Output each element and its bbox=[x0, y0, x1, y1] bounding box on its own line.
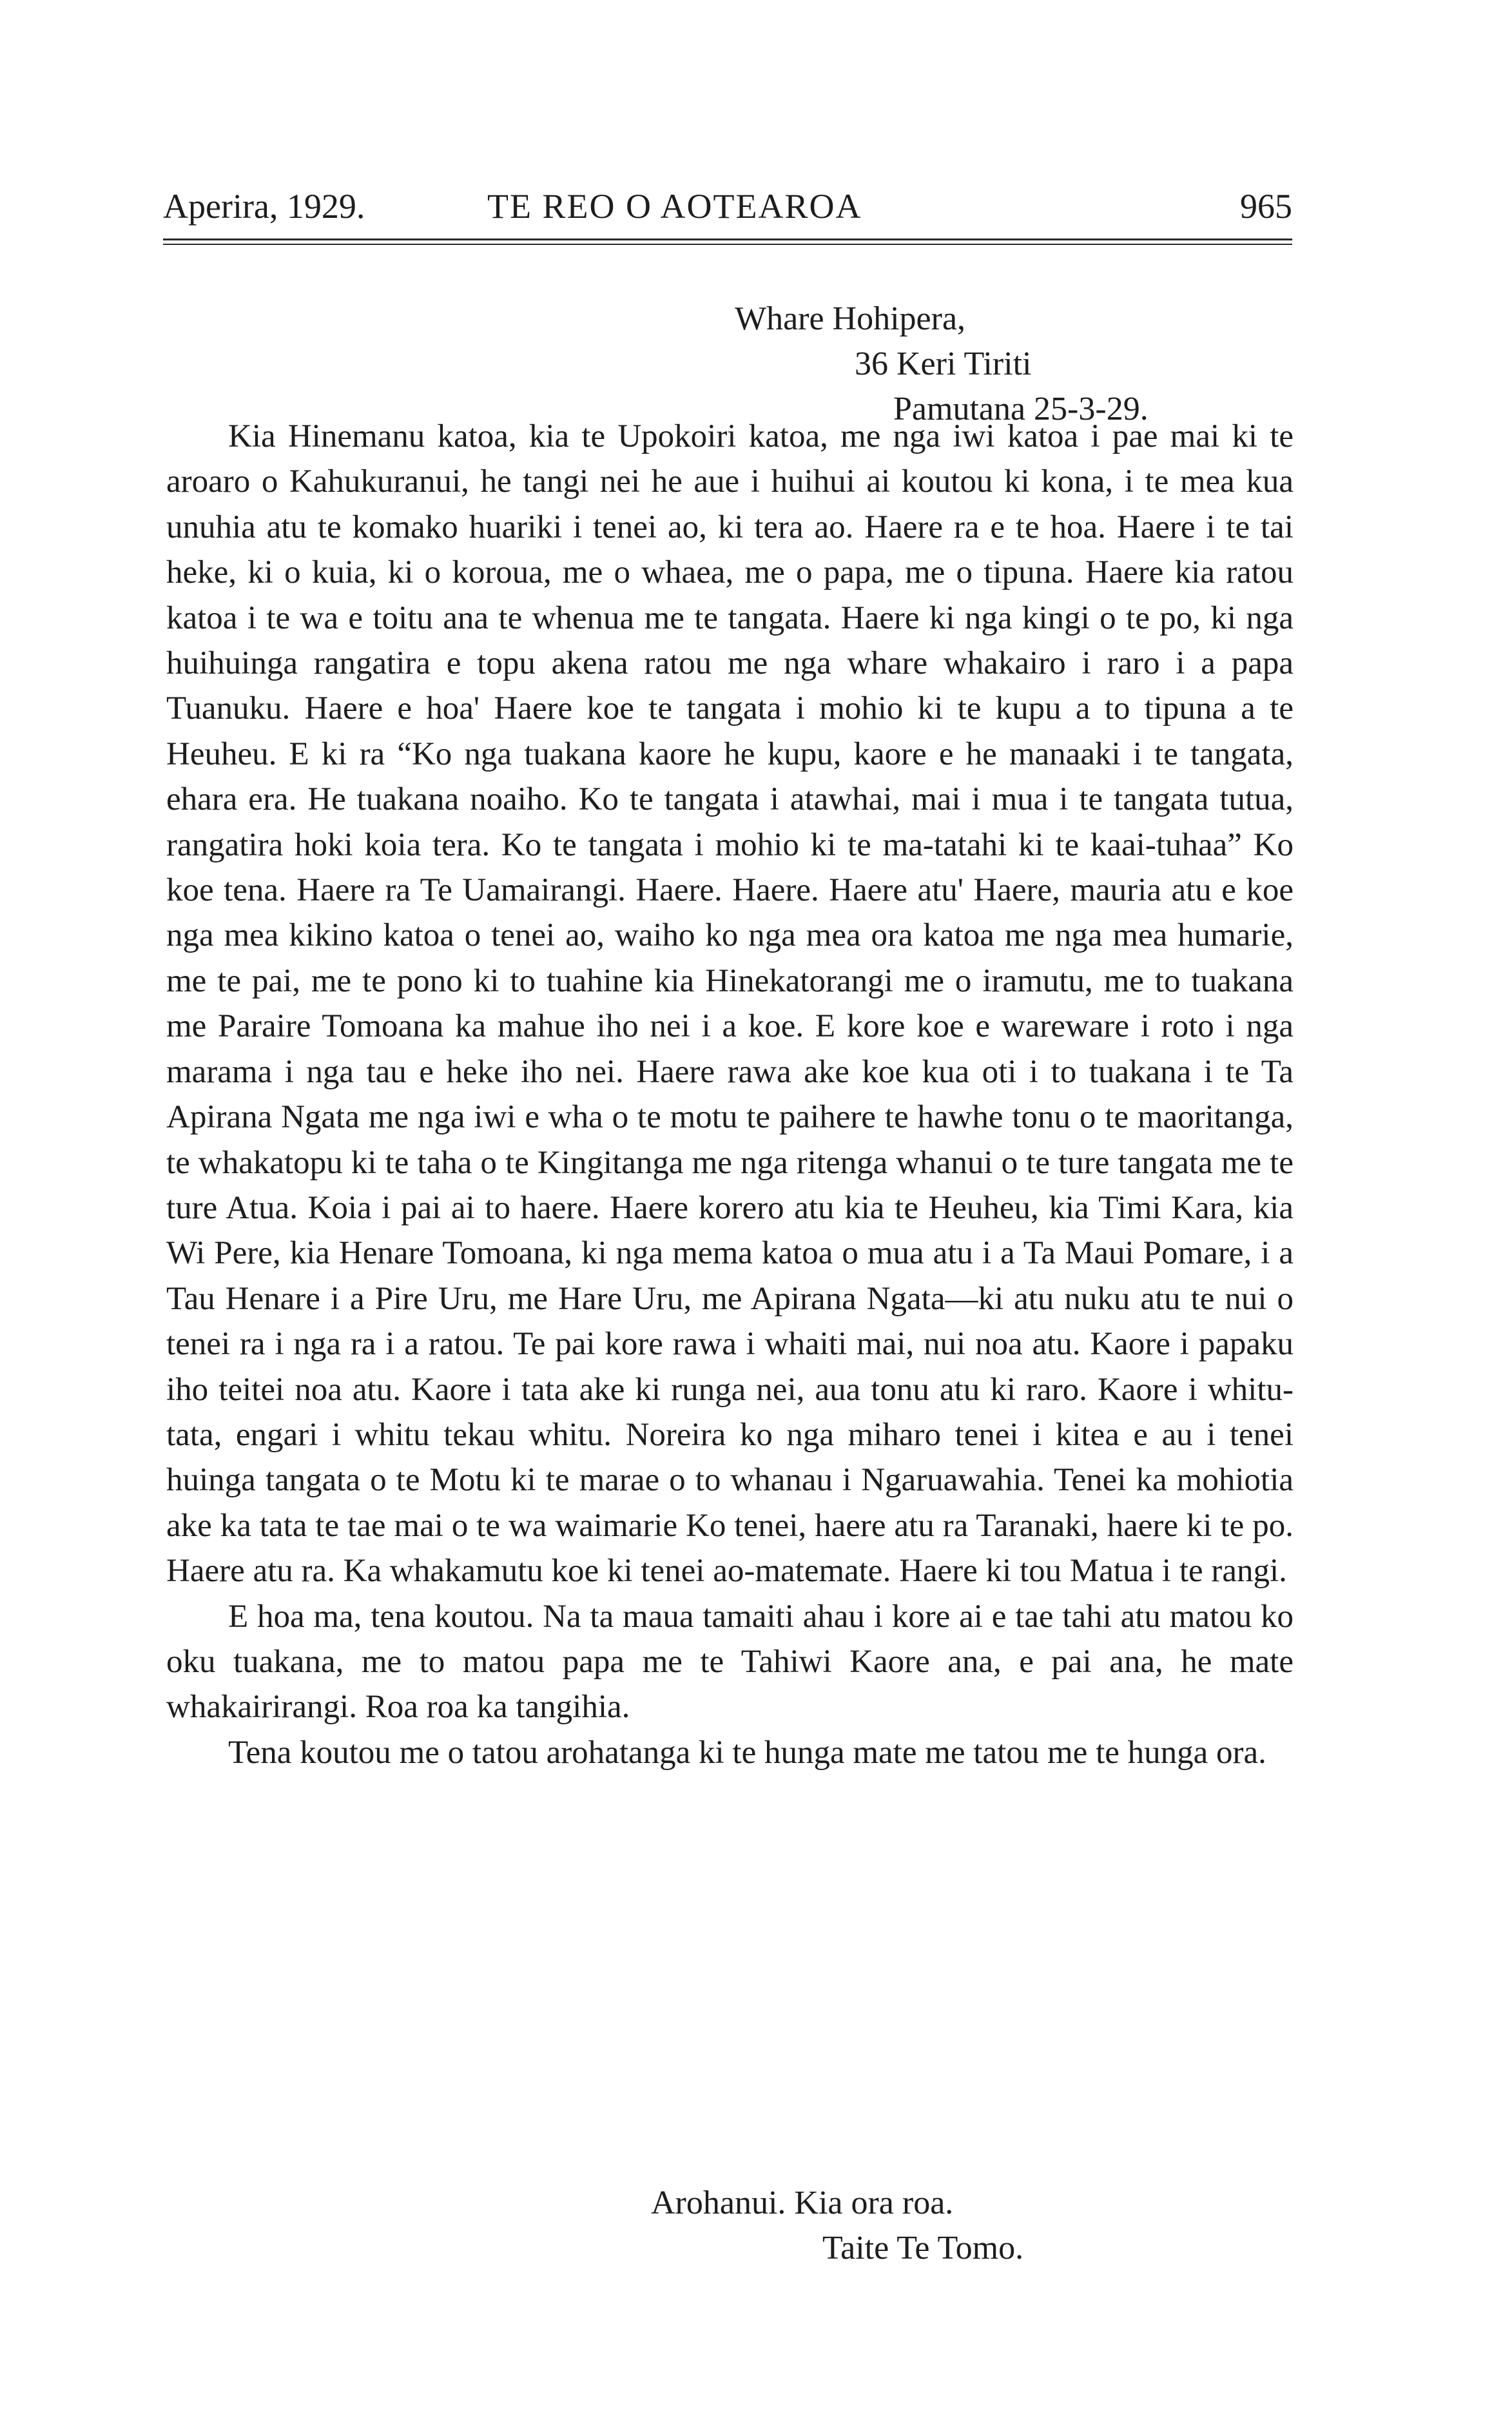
paragraph-3: Tena koutou me o tatou arohatanga ki te hunga mate me tatou me te hunga ora. bbox=[228, 1734, 1266, 1771]
header-journal-title: TE REO O AOTEAROA bbox=[487, 187, 862, 226]
address-line-1: Whare Hohipera, bbox=[735, 300, 966, 337]
header-page-number: 965 bbox=[1240, 187, 1292, 226]
header-date: Aperira, 1929. bbox=[163, 187, 365, 226]
header-rule-top bbox=[163, 239, 1292, 240]
address-line-3: Pamutana 25-3-29. bbox=[893, 391, 1149, 427]
paragraph-1: Kia Hinemanu katoa, kia te Upokoiri katoa, me nga iwi katoa i pae mai ki te aroaro o Kahukuranui, he tangi nei he aue i huihui ai koutou ki kona, i te mea kua unuhia atu te komako huariki i tenei ao, ki tera ao. Haere ra e te hoa. Haere i te tai heke, ki o kuia, ki o koroua, me o whaea, me o papa, me o tipuna. Haere kia ratou katoa i te wa e toitu ana te whenua me te tangata. Haere ki nga kingi o te po, ki nga huihuinga rangatira e topu akena ratou me nga whare whakairo i raro i a papa Tuanuku. Haere e hoa' Haere koe te tangata i mohio ki te kupu a to tipuna a te Heuheu. E ki ra “Ko nga tuakana kaore he kupu, kaore e he manaaki i te tangata, ehara era. He tuakana noaiho. Ko te tangata i atawhai, mai i mua i te tangata tutua, rangatira hoki koia tera. Ko te tangata i mohio ki te ma-tatahi ki te kaai-tuhaa” Ko koe tena. Haere ra Te Uamairangi. Haere. Haere. Haere atu' Haere, mauria atu e koe nga mea kikino katoa o tenei ao, waiho ko nga mea ora katoa me nga mea humarie, me te pai, me te pono ki to tuahine kia Hinekatorangi me o iramutu, me to tuakana me Paraire Tomoana ka mahue iho nei i a koe. E kore koe e wareware i roto i nga marama i nga tau e heke iho nei. Haere rawa ake koe kua oti i to tuakana i te Ta Apirana Ngata me nga iwi e wha o te motu te paihere te hawhe tonu o te maoritanga, te whakatopu ki te taha o te Kingitanga me nga ritenga whanui o te ture tangata me te ture Atua. Koia i pai ai to haere. Haere korero atu kia te Heuheu, kia Timi Kara, kia Wi Pere, kia Henare Tomoana, ki nga mema katoa o mua atu i a Ta Maui Pomare, i a Tau Henare i a Pire Uru, me Hare Uru, me Apirana Ngata—ki atu nuku atu te nui o tenei ra i nga ra i a ratou. Te pai kore rawa i whaiti mai, nui noa atu. Kaore i papaku iho teitei noa atu. Kaore i tata ake ki runga nei, aua tonu atu ki raro. Kaore i whitu-tata, engari i whitu tekau whitu. Noreira ko nga miharo tenei i kitea e au i tenei huinga tangata o te Motu ki te marae o to whanau i Ngaruawahia. Tenei ka mohiotia ake ka tata te tae mai o te wa waimarie Ko tenei, haere atu ra Taranaki, haere ki te po. Haere atu ra. Ka whakamutu koe ki tenei ao-matemate. Haere ki tou Matua i te rangi. bbox=[166, 418, 1294, 1590]
signature: Taite Te Tomo. bbox=[822, 2230, 1024, 2266]
running-header bbox=[163, 180, 1292, 232]
header-rule-bottom bbox=[163, 244, 1292, 245]
closing-salutation: Arohanui. Kia ora roa. bbox=[651, 2185, 954, 2221]
address-line-2: 36 Keri Tiriti bbox=[855, 346, 1032, 382]
paragraph-2: E hoa ma, tena koutou. Na ta maua tamaiti ahau i kore ai e tae tahi atu matou ko oku tuakana, me to matou papa me te Tahiwi Kaore ana, e pai ana, he mate whakairirangi. Roa roa ka tangihia. bbox=[166, 1598, 1294, 1726]
letter-body bbox=[166, 414, 1294, 1775]
